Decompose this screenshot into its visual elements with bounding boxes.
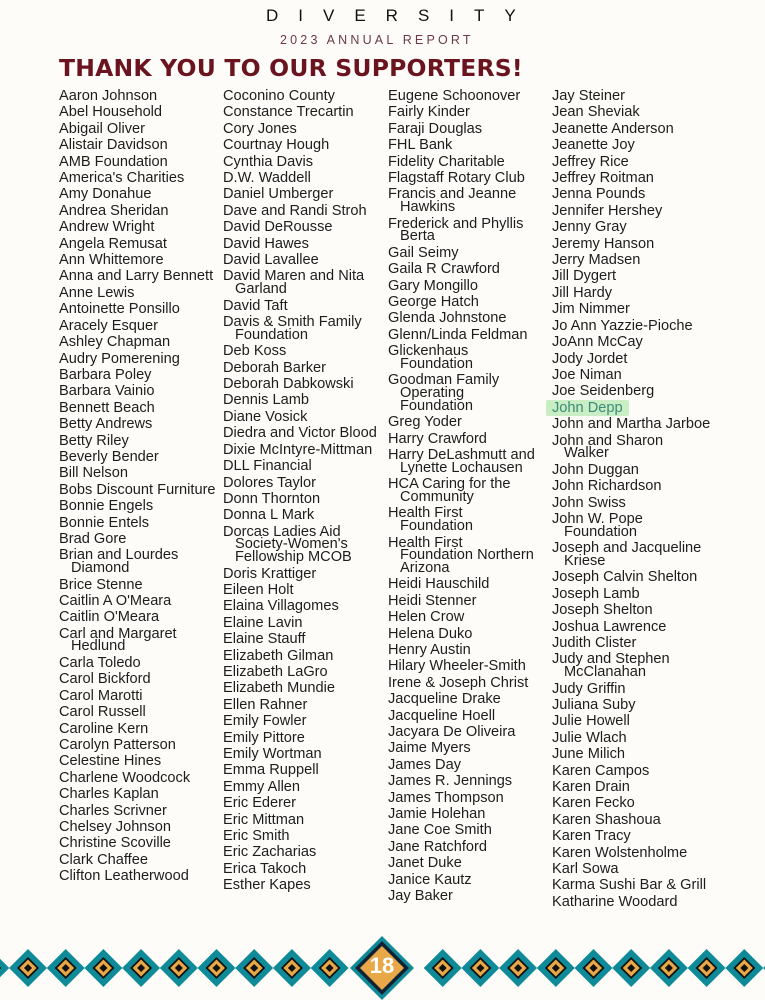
supporter-name: Betty Andrews (59, 416, 153, 433)
supporter-name: Jean Sheviak (552, 104, 640, 121)
supporter-name: Bobs Discount Furniture (59, 481, 216, 498)
supporter-name: David Lavallee (223, 252, 319, 269)
supporter-name: Karen Drain (552, 778, 630, 795)
supporter-name: Bonnie Engels (59, 498, 154, 515)
supporter-name: Clark Chaffee (59, 851, 148, 868)
supporter-name: Deborah Dabkowski (223, 376, 354, 393)
supporter-name: Elizabeth LaGro (223, 663, 328, 680)
supporter-name: Daniel Umberger (223, 186, 334, 203)
supporter-name: Harry DeLashmutt and Lynette Lochausen (388, 447, 535, 476)
supporter-name: Chelsey Johnson (59, 819, 171, 836)
supporter-name: Constance Trecartin (223, 104, 354, 121)
supporter-name: Joe Seidenberg (552, 383, 655, 400)
supporter-name: Bonnie Entels (59, 514, 150, 531)
supporter-name: Deb Koss (223, 343, 287, 360)
supporter-name: Caitlin O'Meara (59, 609, 160, 626)
supporter-name: Caroline Kern (59, 720, 149, 737)
supporter-name: Karen Campos (552, 762, 650, 779)
supporter-name: Jane Ratchford (388, 838, 487, 855)
supporter-name: Goodman Family Operating Foundation (388, 372, 500, 414)
supporter-name: Elizabeth Gilman (223, 647, 334, 664)
supporter-name: Karen Shashoua (552, 811, 661, 828)
highlighted-supporter-name: John Depp (546, 400, 629, 416)
supporter-name: Joseph and Jacqueline Kriese (552, 540, 702, 569)
report-title: DIVERSITY (266, 6, 536, 25)
supporter-name: Jody Jordet (552, 350, 628, 367)
supporter-name: Jamie Holehan (388, 806, 486, 823)
supporter-name: Helen Crow (388, 609, 465, 626)
supporter-name: Health First Foundation (388, 505, 474, 534)
supporter-name: Charlene Woodcock (59, 769, 191, 786)
supporter-name: David Hawes (223, 235, 309, 252)
supporter-name: HCA Caring for the Community (388, 476, 511, 505)
supporter-name: Joseph Lamb (552, 585, 640, 602)
supporter-name: David Maren and Nita Garland (223, 268, 365, 298)
supporter-name: Eric Mittman (223, 811, 305, 828)
report-subtitle: 2023 ANNUAL REPORT (280, 33, 474, 47)
supporter-name: Jane Coe Smith (388, 822, 492, 839)
supporter-name: Cory Jones (223, 120, 297, 137)
supporter-name: Joseph Shelton (552, 602, 653, 619)
supporter-name: Eileen Holt (223, 581, 294, 598)
supporter-name: Eric Zacharias (223, 844, 317, 861)
supporter-name: Courtnay Hough (223, 137, 330, 154)
supporter-name: Aaron Johnson (59, 88, 158, 104)
supporter-name: Charles Scrivner (59, 802, 167, 819)
supporter-name: Harry Crawford (388, 430, 487, 447)
supporters-column-3 (388, 88, 538, 905)
supporter-name: Abigail Oliver (59, 120, 145, 137)
supporter-name: David Taft (223, 297, 288, 314)
supporter-name: Abel Household (59, 104, 163, 121)
supporter-name: Jeffrey Roitman (552, 170, 654, 187)
supporter-name: Cynthia Davis (223, 153, 314, 170)
supporter-name: Christine Scoville (59, 835, 171, 852)
supporter-name: Barbara Poley (59, 366, 152, 383)
supporter-name: Jaime Myers (388, 740, 471, 757)
supporter-name: Karl Sowa (552, 861, 619, 877)
supporter-name: Joseph Calvin Shelton (552, 569, 698, 586)
supporter-name: Katharine Woodard (552, 893, 678, 910)
supporter-name: Carla Toledo (59, 654, 141, 671)
supporter-name: Andrew Wright (59, 219, 155, 236)
supporter-name: Dennis Lamb (223, 392, 309, 409)
supporter-name: Diane Vosick (223, 408, 308, 425)
supporter-name: Jacyara De Oliveira (388, 724, 516, 741)
supporter-name: Joe Niman (552, 366, 622, 383)
supporter-name: Emily Pittore (223, 729, 305, 746)
supporter-name: Carol Russell (59, 704, 146, 721)
supporter-name: Jacqueline Drake (388, 691, 501, 708)
supporter-name: Ellen Rahner (223, 696, 308, 713)
supporter-name: Beverly Bender (59, 448, 159, 465)
supporter-name: Carol Marotti (59, 687, 143, 704)
supporter-name: Ann Whittemore (59, 252, 164, 269)
supporter-name: AMB Foundation (59, 153, 168, 170)
supporter-name: Esther Kapes (223, 877, 311, 894)
supporter-name: Brian and Lourdes Diamond (59, 547, 179, 576)
supporter-name: Flagstaff Rotary Club (388, 170, 525, 187)
supporter-name: Karen Wolstenholme (552, 844, 688, 861)
supporter-name: Erica Takoch (223, 860, 307, 877)
supporter-name: Jill Hardy (552, 284, 613, 301)
supporter-name: Heidi Hauschild (388, 576, 490, 593)
page-heading: THANK YOU TO OUR SUPPORTERS! (59, 54, 523, 82)
supporter-name: Caitlin A O'Meara (59, 592, 172, 609)
supporter-name: Andrea Sheridan (59, 202, 169, 219)
supporter-name: Bill Nelson (59, 465, 128, 482)
supporter-name: Emmy Allen (223, 778, 301, 795)
supporter-name: Joshua Lawrence (552, 618, 667, 635)
supporter-name: Davis & Smith Family Foundation (223, 314, 362, 343)
supporter-name: John and Martha Jarboe (552, 416, 711, 433)
supporter-name: Eric Ederer (223, 795, 296, 812)
supporter-name: Elaine Lavin (223, 614, 303, 631)
supporter-name: Jo Ann Yazzie-Pioche (552, 317, 693, 334)
supporter-name: Judy and Stephen McClanahan (552, 651, 670, 680)
supporter-name: Juliana Suby (552, 696, 636, 713)
supporter-name: Helena Duko (388, 625, 473, 642)
supporter-name: Jerry Madsen (552, 252, 641, 269)
supporter-name: Jennifer Hershey (552, 202, 663, 219)
supporter-name: Janet Duke (388, 855, 462, 872)
supporter-name: Karen Tracy (552, 828, 631, 845)
supporter-name: Elaine Stauff (223, 631, 306, 648)
supporter-name: Aracely Esquer (59, 317, 158, 334)
supporter-name: Carolyn Patterson (59, 737, 176, 753)
supporter-name: Diedra and Victor Blood (223, 425, 377, 442)
supporter-name: John Duggan (552, 461, 639, 478)
supporter-name: Glenda Johnstone (388, 310, 507, 327)
supporter-name: Gail Seimy (388, 244, 459, 261)
page-number: 18 (369, 953, 395, 978)
supporter-name: Emily Fowler (223, 713, 307, 730)
supporter-name: Dave and Randi Stroh (223, 202, 367, 219)
supporter-name: Francis and Jeanne Hawkins (388, 186, 517, 216)
supporter-name: Greg Yoder (388, 414, 462, 431)
supporter-name: Eric Smith (223, 828, 290, 844)
supporters-column-2 (223, 88, 383, 894)
supporter-name: Jay Steiner (552, 88, 626, 104)
supporter-name: Glenn/Linda Feldman (388, 326, 528, 343)
supporter-name: Karen Fecko (552, 795, 635, 812)
border-diamond (0, 949, 9, 987)
supporter-name: Barbara Vainio (59, 383, 155, 400)
supporter-name: George Hatch (388, 294, 479, 311)
supporter-name: Hilary Wheeler-Smith (388, 658, 526, 675)
supporter-name: Julie Howell (552, 713, 630, 730)
supporter-name: Anne Lewis (59, 284, 135, 301)
supporter-name: JoAnn McCay (552, 334, 643, 351)
supporter-name: Jeanette Anderson (552, 120, 674, 137)
supporter-name: Jenny Gray (552, 219, 627, 236)
supporter-name: D.W. Waddell (223, 170, 311, 187)
supporter-name: Gary Mongillo (388, 277, 479, 294)
supporter-name: Jeremy Hanson (552, 235, 655, 252)
supporter-name: Health First Foundation Northern Arizona (388, 534, 534, 576)
supporter-name: David DeRousse (223, 219, 333, 236)
supporter-name: Faraji Douglas (388, 120, 483, 137)
supporter-name: Celestine Hines (59, 753, 162, 770)
supporter-name: John Richardson (552, 478, 662, 495)
supporter-name: Jim Nimmer (552, 301, 630, 318)
supporter-name: James Thompson (388, 789, 504, 806)
supporter-name: John W. Pope Foundation (552, 510, 643, 540)
supporter-name: Coconino County (223, 88, 335, 104)
supporter-name: James R. Jennings (388, 773, 513, 790)
supporter-name: Dolores Taylor (223, 474, 317, 491)
supporter-name: Henry Austin (388, 642, 471, 658)
supporter-name: Jay Baker (388, 888, 453, 905)
supporter-name: Irene & Joseph Christ (388, 674, 529, 691)
supporter-name: Antoinette Ponsillo (59, 301, 180, 318)
supporter-name: Carl and Margaret Hedlund (59, 625, 177, 655)
supporter-name: Jill Dygert (552, 268, 617, 285)
supporter-name: Fidelity Charitable (388, 153, 505, 170)
supporter-name: John Swiss (552, 494, 626, 511)
supporter-name: Deborah Barker (223, 359, 327, 376)
supporter-name: Jeanette Joy (552, 137, 635, 154)
supporter-name: June Milich (552, 746, 625, 763)
supporter-name: Julie Wlach (552, 729, 627, 746)
supporter-name: Ashley Chapman (59, 334, 171, 351)
supporter-name: Gaila R Crawford (388, 261, 500, 278)
supporter-name: Karma Sushi Bar & Grill (552, 877, 707, 894)
supporter-name: Angela Remusat (59, 235, 167, 252)
supporter-name: Bennett Beach (59, 399, 155, 416)
supporter-name: Carol Bickford (59, 671, 151, 688)
supporter-name: Audry Pomerening (59, 350, 180, 367)
supporter-name: Brad Gore (59, 530, 127, 547)
supporter-name: Frederick and Phyllis Berta (388, 215, 524, 245)
supporter-name: Fairly Kinder (388, 104, 470, 121)
supporter-name: Judy Griffin (552, 680, 626, 697)
supporter-name: Clifton Leatherwood (59, 868, 189, 885)
supporter-name: Glickenhaus Foundation (388, 343, 474, 372)
supporter-name: Anna and Larry Bennett (59, 268, 214, 285)
supporter-name: Charles Kaplan (59, 786, 159, 803)
supporter-name: Betty Riley (59, 432, 129, 449)
supporter-name: Heidi Stenner (388, 592, 477, 609)
supporter-name: Elizabeth Mundie (223, 680, 335, 697)
supporter-name: Dixie McIntyre-Mittman (223, 441, 373, 458)
supporter-name: DLL Financial (223, 458, 312, 475)
supporter-name: Donna L Mark (223, 507, 315, 524)
supporter-name: FHL Bank (388, 137, 453, 154)
supporter-name: Dorcas Ladies Aid Society-Women's Fellowship MCOB (223, 523, 352, 565)
supporter-name: Emma Ruppell (223, 762, 319, 779)
supporters-column-1 (59, 88, 219, 885)
supporter-name: Jacqueline Hoell (388, 707, 496, 724)
supporter-name: America's Charities (59, 170, 185, 187)
supporter-name: Doris Krattiger (223, 565, 317, 582)
supporter-name: Janice Kautz (388, 871, 472, 888)
supporter-name: Elaina Villagomes (223, 598, 339, 615)
supporter-name: Alistair Davidson (59, 137, 168, 154)
supporter-name: Jenna Pounds (552, 186, 646, 203)
supporter-name: Jeffrey Rice (552, 153, 629, 170)
supporter-name: Eugene Schoonover (388, 88, 521, 104)
supporter-name: Judith Clister (552, 634, 637, 651)
supporter-name: James Day (388, 756, 461, 773)
supporter-name: Amy Donahue (59, 186, 152, 203)
supporter-name: John and Sharon Walker (552, 432, 664, 462)
supporters-column-4 (552, 88, 712, 910)
supporter-name: Donn Thornton (223, 490, 321, 507)
supporter-name: Emily Wortman (223, 745, 322, 762)
supporter-name: Brice Stenne (59, 576, 143, 593)
